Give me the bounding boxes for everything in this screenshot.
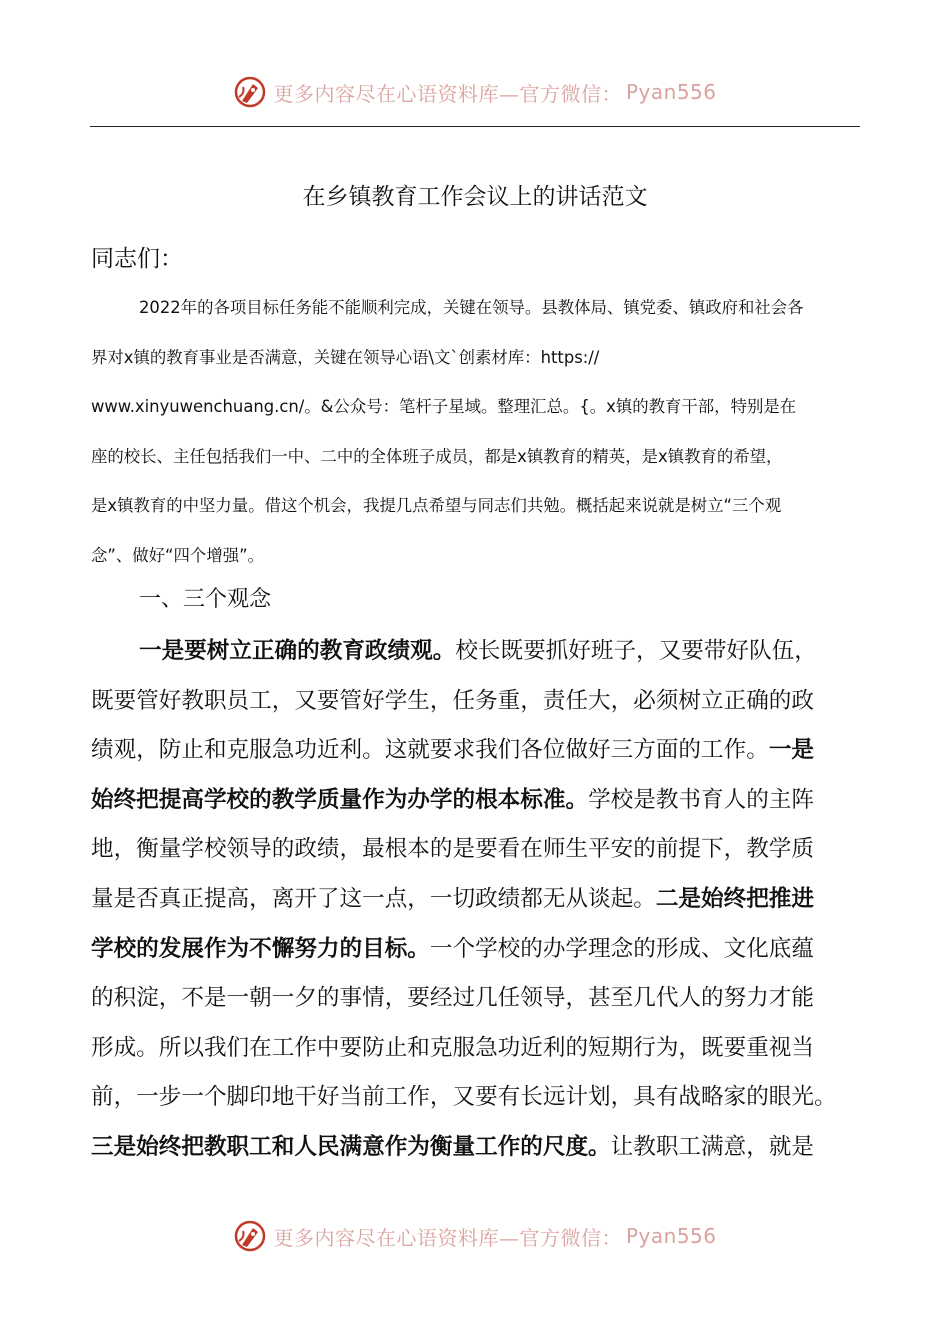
body-line: 学校的发展作为不懈努力的目标。一个学校的办学理念的形成、文化底蕴 xyxy=(91,935,814,962)
body-line: 绩观，防止和克服急功近利。这就要求我们各位做好三方面的工作。一是 xyxy=(91,737,814,764)
pen-nib-logo-icon xyxy=(233,1219,267,1253)
intro-paragraph xyxy=(91,283,861,581)
body-line: 的积淀，不是一朝一夕的事情，要经过几任领导，甚至几代人的努力才能 xyxy=(91,985,814,1012)
pen-nib-logo-icon xyxy=(233,75,267,109)
body-line: 既要管好教职员工，又要管好学生，任务重，责任大，必须树立正确的政 xyxy=(91,687,814,714)
document-title: 在乡镇教育工作会议上的讲话范文 xyxy=(302,184,648,210)
intro-line: 是x镇教育的中坚力量。借这个机会，我提几点希望与同志们共勉。概括起来说就是树立“三个观 xyxy=(91,496,782,516)
body-line: 形成。所以我们在工作中要防止和克服急功近利的短期行为，既要重视当 xyxy=(91,1034,814,1061)
salutation: 同志们： xyxy=(91,246,183,272)
watermark-text: 更多内容尽在心语资料库—官方微信： xyxy=(273,1225,622,1250)
intro-line: 2022年的各项目标任务能不能顺利完成，关键在领导。县教体局、镇党委、镇政府和社会各 xyxy=(139,298,804,317)
watermark-wechat-id: Pyan556 xyxy=(625,1224,717,1248)
body-line: 量是否真正提高，离开了这一点，一切政绩都无从谈起。二是始终把推进 xyxy=(91,885,814,912)
intro-line: 念”、做好“四个增强”。 xyxy=(91,545,264,565)
body-line: 一是要树立正确的教育政绩观。校长既要抓好班子，又要带好队伍， xyxy=(139,638,817,664)
body-line: 始终把提高学校的教学质量作为办学的根本标准。学校是教书育人的主阵 xyxy=(91,786,814,813)
body-line: 前，一步一个脚印地干好当前工作，又要有长远计划，具有战略家的眼光。 xyxy=(91,1084,837,1111)
body-line: 三是始终把教职工和人民满意作为衡量工作的尺度。让教职工满意，就是 xyxy=(91,1133,814,1160)
footer-watermark xyxy=(0,1214,950,1258)
watermark-text: 更多内容尽在心语资料库—官方微信： xyxy=(273,81,622,106)
watermark-wechat-id: Pyan556 xyxy=(625,80,717,104)
header-divider xyxy=(90,126,860,127)
intro-line: 界对x镇的教育事业是否满意，关键在领导心语\文`创素材库：https:// xyxy=(91,347,600,367)
section-heading: 一、三个观念 xyxy=(139,587,272,612)
intro-line: 座的校长、主任包括我们一中、二中的全体班子成员，都是x镇教育的精英，是x镇教育的希望， xyxy=(91,446,783,466)
header-watermark xyxy=(0,70,950,114)
body-line: 地，衡量学校领导的政绩，最根本的是要看在师生平安的前提下，教学质 xyxy=(91,836,814,863)
intro-line: www.xinyuwenchuang.cn/。&公众号：笔杆子星域。整理汇总。{。x镇的教育干部，特别是在 xyxy=(91,397,797,417)
body-paragraph xyxy=(91,627,861,1173)
